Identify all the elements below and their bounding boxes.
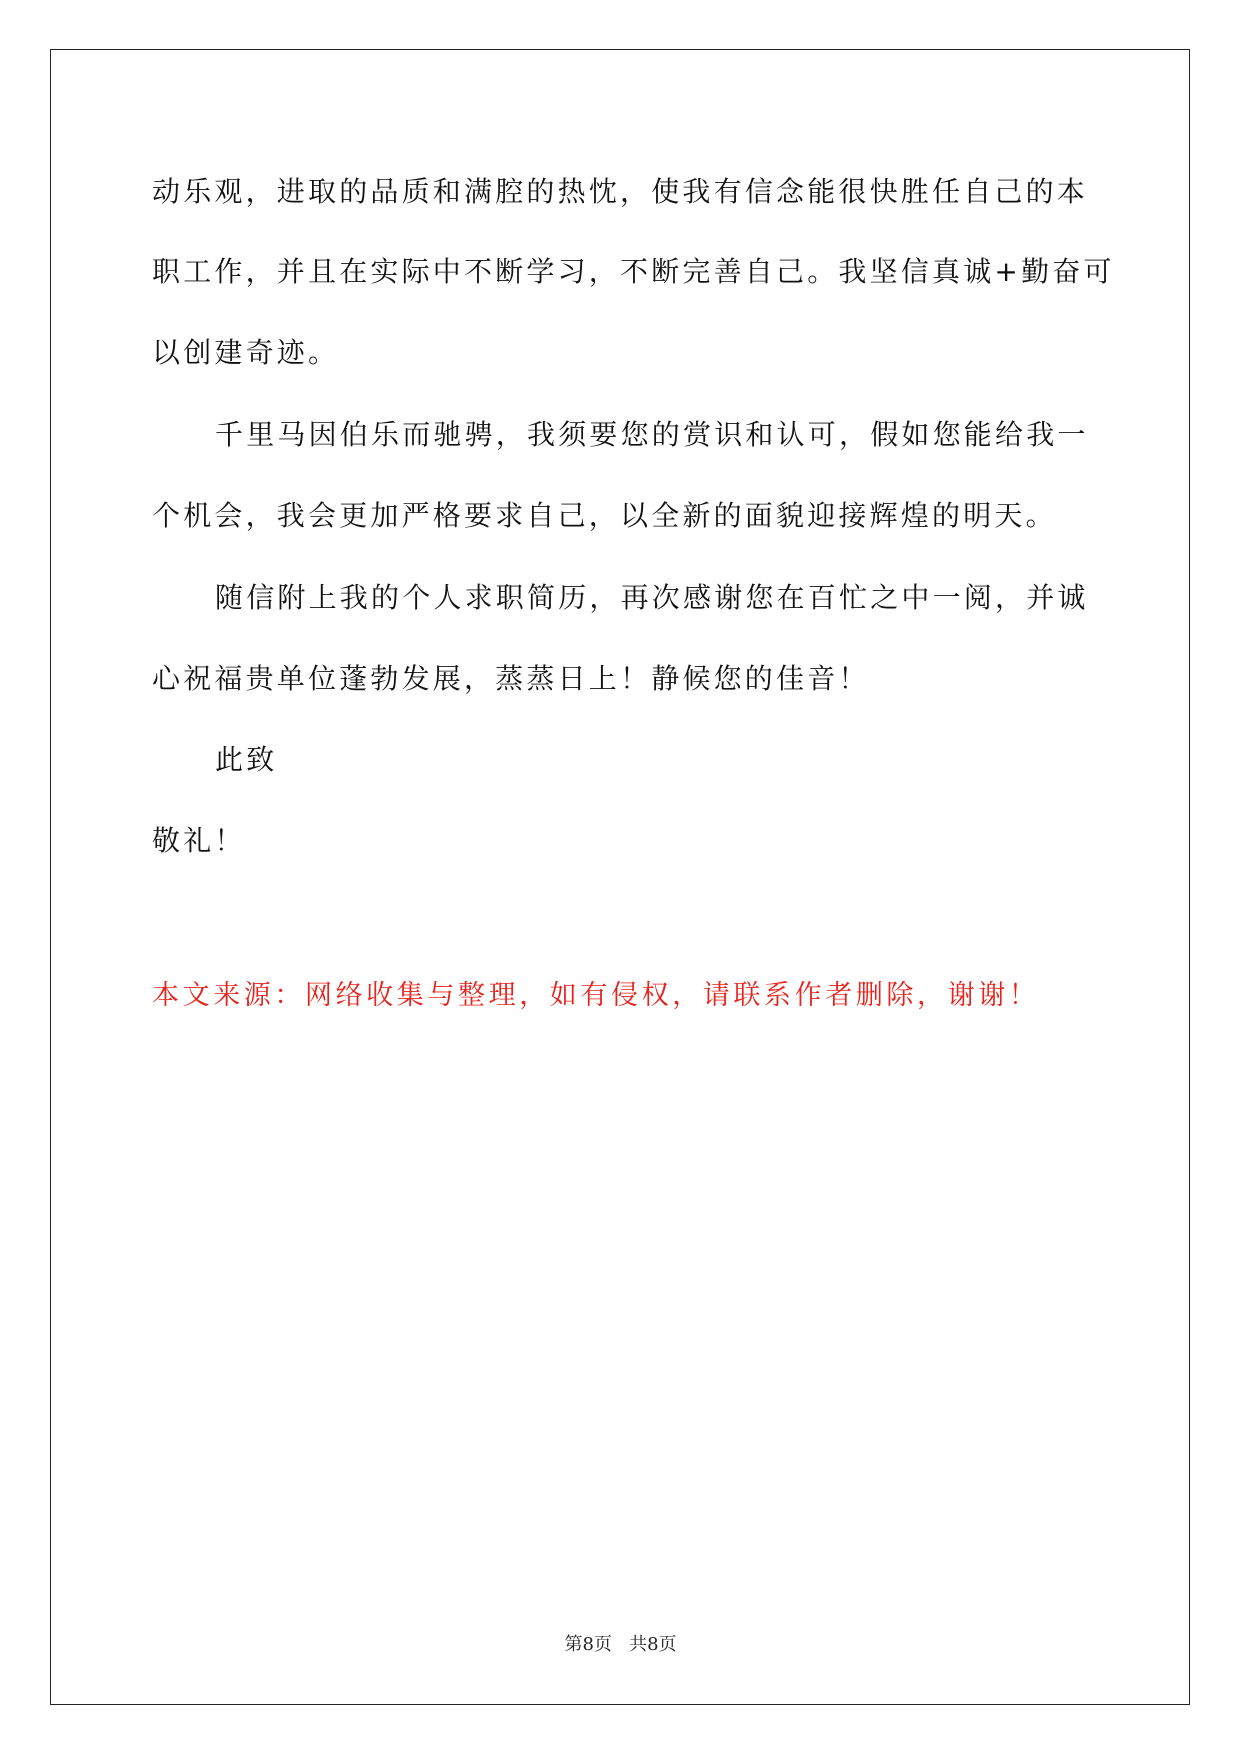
source-disclaimer: 本文来源：网络收集与整理，如有侵权，请联系作者删除，谢谢！: [152, 980, 1040, 1011]
closing-salutation: 此致: [215, 743, 278, 776]
text-line-3: 以创建奇迹。: [152, 336, 340, 369]
text-line-4: 千里马因伯乐而驰骋，我须要您的赏识和认可，假如您能给我一: [215, 418, 1089, 451]
text-line-5: 个机会，我会更加严格要求自己，以全新的面貌迎接辉煌的明天。: [152, 499, 1057, 532]
text-line-6: 随信附上我的个人求职简历，再次感谢您在百忙之中一阅，并诚: [215, 581, 1089, 614]
page-border: [50, 49, 1190, 1705]
text-line-1: 动乐观，进取的品质和满腔的热忱，使我有信念能很快胜任自己的本: [152, 175, 1089, 208]
closing-regards: 敬礼！: [152, 824, 246, 857]
page-number-footer: 第8页 共8页: [564, 1634, 677, 1655]
text-line-2: 职工作，并且在实际中不断学习，不断完善自己。我坚信真诚+勤奋可: [152, 255, 1115, 288]
text-line-7: 心祝福贵单位蓬勃发展，蒸蒸日上！静候您的佳音！: [152, 662, 870, 695]
